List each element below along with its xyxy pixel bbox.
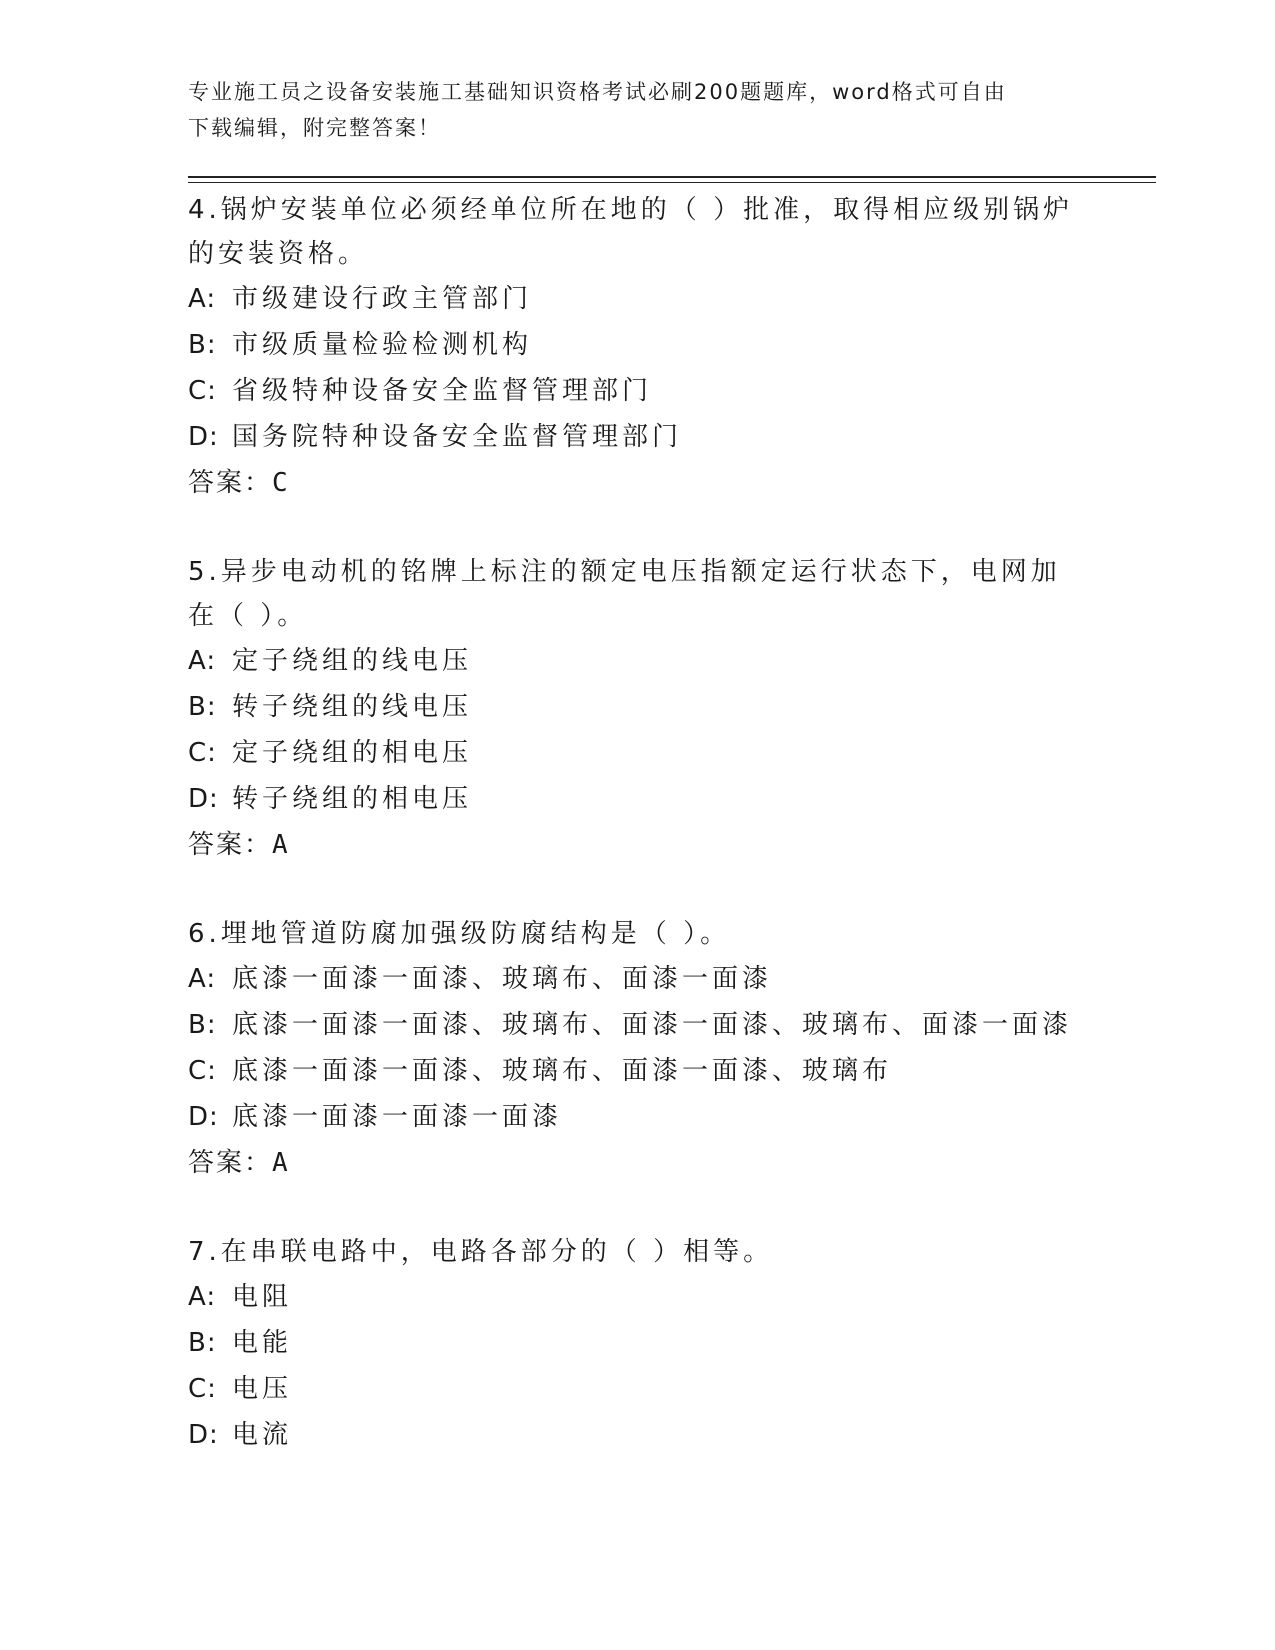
option-d (188, 1412, 1088, 1458)
option-text: 底漆一面漆一面漆一面漆 (232, 1102, 563, 1132)
option-text: 底漆一面漆一面漆、玻璃布、面漆一面漆 (232, 964, 773, 994)
option-key: A: (188, 964, 217, 994)
option-a (188, 276, 1088, 322)
question-stem: 7.在串联电路中，电路各部分的（ ）相等。 (188, 1237, 774, 1267)
question-7 (188, 1230, 1088, 1458)
option-a (188, 1274, 1088, 1320)
option-text: 电压 (232, 1374, 293, 1404)
option-a (188, 956, 1088, 1002)
option-text: 转子绕组的相电压 (232, 784, 473, 814)
option-key: A: (188, 646, 217, 676)
option-c (188, 730, 1088, 776)
answer-value: A (272, 830, 290, 860)
option-b (188, 322, 1088, 368)
option-key: A: (188, 1282, 217, 1312)
option-text: 市级质量检验检测机构 (232, 330, 533, 360)
option-text: 市级建设行政主管部门 (232, 284, 533, 314)
answer-value: A (272, 1148, 290, 1178)
option-text: 定子绕组的线电压 (232, 646, 473, 676)
option-d (188, 414, 1088, 460)
option-key: D: (188, 422, 219, 452)
option-d (188, 1094, 1088, 1140)
option-key: B: (188, 330, 217, 360)
option-key: D: (188, 1102, 219, 1132)
option-text: 转子绕组的线电压 (232, 692, 473, 722)
option-text: 国务院特种设备安全监督管理部门 (232, 422, 683, 452)
question-stem: 6.埋地管道防腐加强级防腐结构是（ ）。 (188, 919, 731, 949)
question-6 (188, 912, 1088, 1186)
option-text: 电能 (232, 1328, 293, 1358)
option-text: 底漆一面漆一面漆、玻璃布、面漆一面漆、玻璃布、面漆一面漆 (232, 1010, 1073, 1040)
document-header (188, 74, 1078, 146)
answer-label: 答案： (188, 468, 273, 498)
answer-value: C (272, 468, 290, 498)
option-key: A: (188, 284, 217, 314)
answer-label: 答案： (188, 1148, 273, 1178)
option-key: D: (188, 784, 219, 814)
header-divider-thick (188, 176, 1156, 178)
answer-line (188, 460, 1088, 506)
option-b (188, 1320, 1088, 1366)
question-stem: 4.锅炉安装单位必须经单位所在地的（ ）批准，取得相应级别锅炉的安装资格。 (188, 195, 1074, 269)
header-divider-thin (188, 182, 1156, 183)
option-text: 定子绕组的相电压 (232, 738, 473, 768)
option-text: 底漆一面漆一面漆、玻璃布、面漆一面漆、玻璃布 (232, 1056, 893, 1086)
question-list (188, 188, 1088, 1502)
option-key: C: (188, 738, 217, 768)
option-key: C: (188, 1056, 217, 1086)
option-key: B: (188, 1328, 217, 1358)
option-text: 电阻 (232, 1282, 293, 1312)
answer-line (188, 1140, 1088, 1186)
answer-label: 答案： (188, 830, 273, 860)
question-stem: 5.异步电动机的铭牌上标注的额定电压指额定运行状态下，电网加在（ ）。 (188, 557, 1061, 631)
option-c (188, 1048, 1088, 1094)
option-key: D: (188, 1420, 219, 1450)
option-key: B: (188, 1010, 217, 1040)
option-b (188, 684, 1088, 730)
option-a (188, 638, 1088, 684)
option-c (188, 1366, 1088, 1412)
option-text: 省级特种设备安全监督管理部门 (232, 376, 653, 406)
question-5 (188, 550, 1088, 868)
option-key: C: (188, 1374, 217, 1404)
option-d (188, 776, 1088, 822)
answer-line (188, 822, 1088, 868)
header-line-2: 下载编辑，附完整答案！ (188, 116, 441, 140)
option-c (188, 368, 1088, 414)
option-key: B: (188, 692, 217, 722)
header-line-1: 专业施工员之设备安装施工基础知识资格考试必刷200题题库，word格式可自由 (188, 80, 1007, 104)
option-text: 电流 (232, 1420, 293, 1450)
option-key: C: (188, 376, 217, 406)
option-b (188, 1002, 1088, 1048)
question-4 (188, 188, 1088, 506)
